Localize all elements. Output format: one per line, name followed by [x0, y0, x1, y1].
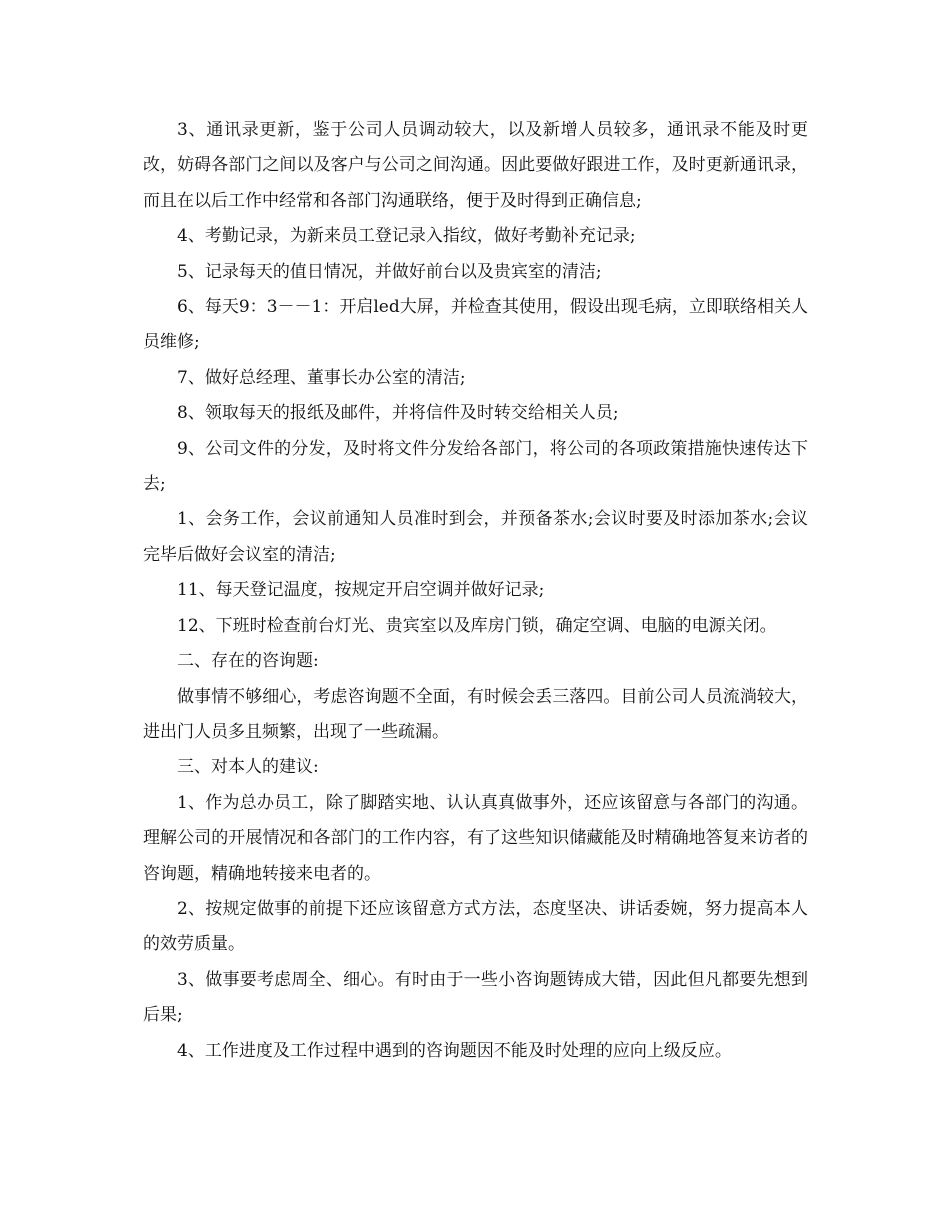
paragraph-office-cleaning: 7、做好总经理、董事长办公室的清洁;: [177, 367, 466, 388]
paragraph-duty-record: 5、记录每天的值日情况，并做好前台以及贵宾室的清洁;: [177, 261, 602, 282]
paragraph-mail: 8、领取每天的报纸及邮件，并将信件及时转交给相关人员;: [177, 403, 619, 424]
paragraph-led-screen: 6、每天9：3－－1：开启led大屏，并检查其使用，假设出现毛病，立即联络相关人员维修;: [143, 297, 808, 353]
paragraph-problems: 做事情不够细心，考虑咨询题不全面，有时候会丢三落四。目前公司人员流淌较大，进出门人员多且频繁，出现了一些疏漏。: [143, 686, 808, 742]
paragraph-suggestion-report: 4、工作进度及工作过程中遇到的咨询题因不能及时处理的应向上级反应。: [177, 1040, 732, 1061]
paragraph-suggestion-method: 2、按规定做事的前提下还应该留意方式方法，态度坚决、讲话委婉，努力提高本人的效劳质量。: [143, 898, 808, 955]
paragraph-contact-list: 3、通讯录更新，鉴于公司人员调动较大，以及新增人员较多，通讯录不能及时更改，妨碍各部门之间以及客户与公司之间沟通。因此要做好跟进工作，及时更新通讯录，而且在以后工作中经常和各部门沟通联络，便于及时得到正确信息;: [143, 120, 808, 211]
section-heading-problems: 二、存在的咨询题:: [177, 651, 319, 672]
paragraph-temperature: 11、每天登记温度，按规定开启空调并做好记录;: [177, 580, 545, 601]
paragraph-file-distribution: 9、公司文件的分发，及时将文件分发给各部门，将公司的各项政策措施快速传达下去;: [143, 438, 808, 495]
paragraph-suggestion-communication: 1、作为总办员工，除了脚踏实地、认认真真做事外，还应该留意与各部门的沟通。理解公司的开展情况和各部门的工作内容，有了这些知识储藏能及时精确地答复来访者的咨询题，精确地转接来电者的。: [143, 792, 808, 884]
document-body: [143, 113, 808, 1069]
paragraph-end-of-day-check: 12、下班时检查前台灯光、贵宾室以及库房门锁，确定空调、电脑的电源关闭。: [177, 615, 777, 636]
paragraph-attendance: 4、考勤记录，为新来员工登记录入指纹，做好考勤补充记录;: [177, 226, 636, 247]
paragraph-suggestion-careful: 3、做事要考虑周全、细心。有时由于一些小咨询题铸成大错，因此但凡都要先想到后果;: [143, 969, 808, 1026]
section-heading-suggestions: 三、对本人的建议:: [177, 757, 319, 778]
paragraph-meeting-service: 1、会务工作，会议前通知人员准时到会，并预备茶水;会议时要及时添加茶水;会议完毕后做好会议室的清洁;: [143, 509, 808, 565]
